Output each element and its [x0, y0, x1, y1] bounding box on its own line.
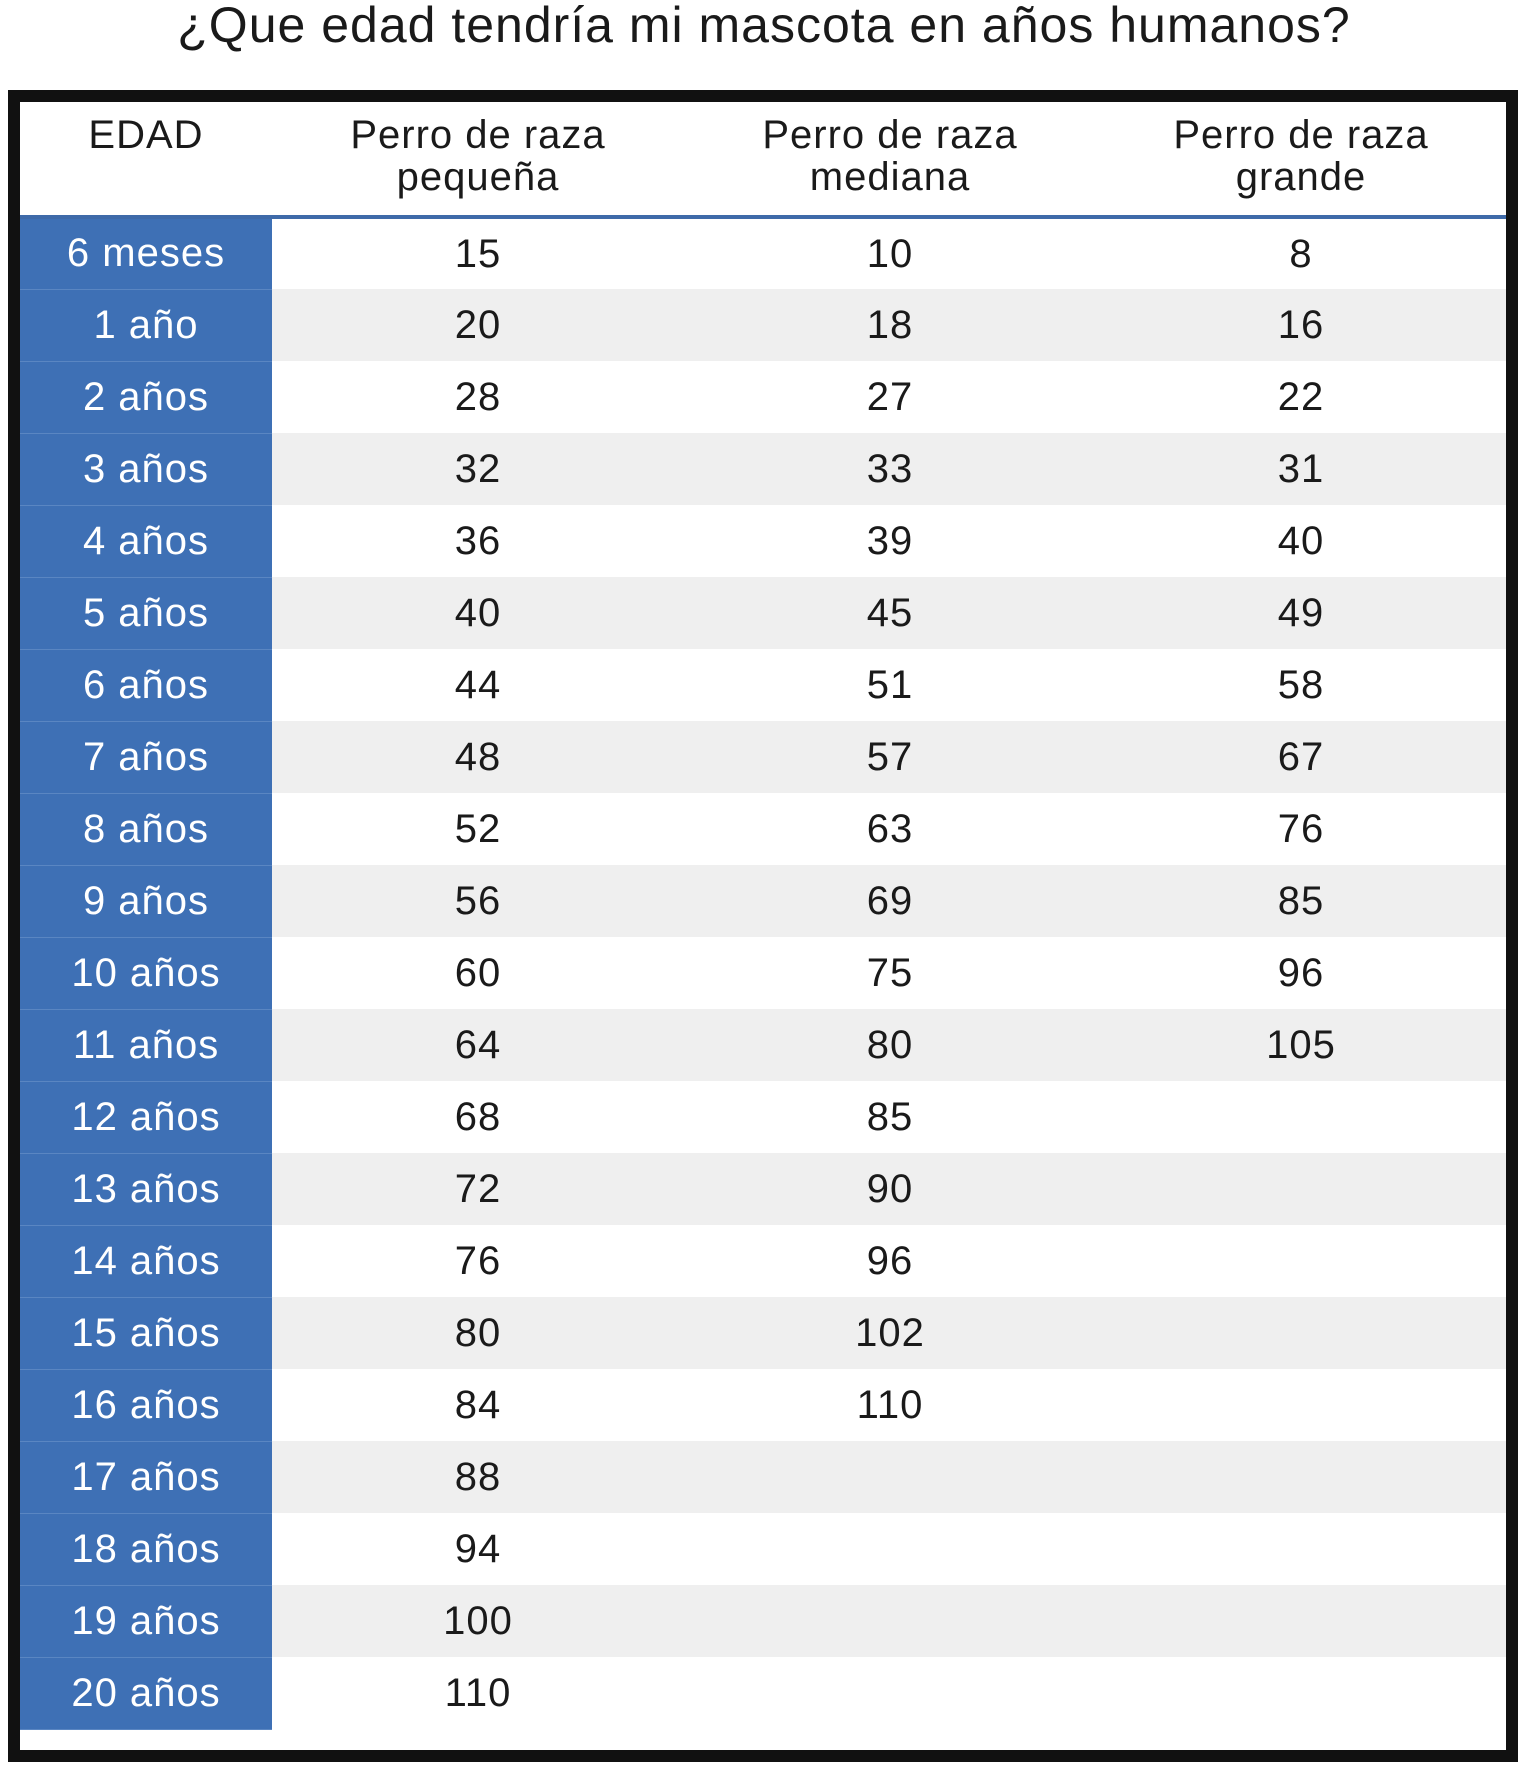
value-cell-large [1096, 1657, 1506, 1729]
age-label-cell: 11 años [20, 1009, 272, 1081]
table-row [20, 1585, 1506, 1657]
value-cell-small: 60 [272, 937, 684, 1009]
value-cell-small: 64 [272, 1009, 684, 1081]
value-cell-large: 85 [1096, 865, 1506, 937]
age-label-cell: 9 años [20, 865, 272, 937]
value-cell-large: 105 [1096, 1009, 1506, 1081]
age-label-cell: 6 años [20, 649, 272, 721]
column-header-line: grande [1235, 155, 1367, 199]
value-cell-small: 20 [272, 289, 684, 361]
age-label-cell: 13 años [20, 1153, 272, 1225]
table-row [20, 649, 1506, 721]
value-cell-large: 40 [1096, 505, 1506, 577]
age-label-cell: 14 años [20, 1225, 272, 1297]
age-label-cell: 8 años [20, 793, 272, 865]
age-label-cell: 1 año [20, 289, 272, 361]
value-cell-medium: 102 [684, 1297, 1096, 1369]
age-label-cell: 10 años [20, 937, 272, 1009]
column-header-medium [684, 102, 1096, 217]
table-row [20, 1657, 1506, 1729]
column-header-line: Perro de raza [762, 113, 1018, 157]
column-header-line: Perro de raza [350, 113, 606, 157]
value-cell-small: 56 [272, 865, 684, 937]
age-label-cell: 15 años [20, 1297, 272, 1369]
age-table [20, 102, 1506, 1730]
value-cell-large [1096, 1297, 1506, 1369]
value-cell-large [1096, 1081, 1506, 1153]
table-row [20, 361, 1506, 433]
value-cell-large [1096, 1153, 1506, 1225]
value-cell-large [1096, 1585, 1506, 1657]
value-cell-medium: 90 [684, 1153, 1096, 1225]
value-cell-large: 58 [1096, 649, 1506, 721]
value-cell-small: 40 [272, 577, 684, 649]
value-cell-large: 16 [1096, 289, 1506, 361]
table-row [20, 1441, 1506, 1513]
table-row [20, 505, 1506, 577]
header-row [20, 102, 1506, 217]
value-cell-large [1096, 1225, 1506, 1297]
table-row [20, 937, 1506, 1009]
value-cell-large: 8 [1096, 217, 1506, 289]
value-cell-small: 15 [272, 217, 684, 289]
table-row [20, 433, 1506, 505]
table-frame [8, 90, 1518, 1762]
table-body [20, 217, 1506, 1729]
value-cell-small: 48 [272, 721, 684, 793]
value-cell-medium [684, 1657, 1096, 1729]
value-cell-medium: 63 [684, 793, 1096, 865]
age-label-cell: 3 años [20, 433, 272, 505]
table-row [20, 865, 1506, 937]
value-cell-large: 96 [1096, 937, 1506, 1009]
age-label-cell: 6 meses [20, 217, 272, 289]
column-header-line: pequeña [396, 155, 560, 199]
column-header-small [272, 102, 684, 217]
column-header-line: mediana [809, 155, 971, 199]
value-cell-medium: 69 [684, 865, 1096, 937]
value-cell-medium: 80 [684, 1009, 1096, 1081]
value-cell-small: 44 [272, 649, 684, 721]
value-cell-medium: 96 [684, 1225, 1096, 1297]
value-cell-large [1096, 1369, 1506, 1441]
column-header-line: Perro de raza [1173, 113, 1429, 157]
value-cell-large: 22 [1096, 361, 1506, 433]
value-cell-large: 31 [1096, 433, 1506, 505]
age-label-cell: 19 años [20, 1585, 272, 1657]
table-row [20, 1009, 1506, 1081]
age-label-cell: 4 años [20, 505, 272, 577]
value-cell-large: 67 [1096, 721, 1506, 793]
table-row [20, 1081, 1506, 1153]
age-label-cell: 20 años [20, 1657, 272, 1729]
column-header-large [1096, 102, 1506, 217]
value-cell-medium: 75 [684, 937, 1096, 1009]
age-label-cell: 17 años [20, 1441, 272, 1513]
age-label-cell: 7 años [20, 721, 272, 793]
table-row [20, 1369, 1506, 1441]
value-cell-small: 88 [272, 1441, 684, 1513]
value-cell-medium: 18 [684, 289, 1096, 361]
table-row [20, 1153, 1506, 1225]
value-cell-large: 49 [1096, 577, 1506, 649]
value-cell-small: 110 [272, 1657, 684, 1729]
value-cell-small: 28 [272, 361, 684, 433]
column-header-line: EDAD [88, 113, 204, 157]
table-row [20, 1225, 1506, 1297]
value-cell-large [1096, 1513, 1506, 1585]
age-label-cell: 16 años [20, 1369, 272, 1441]
age-label-cell: 2 años [20, 361, 272, 433]
value-cell-small: 94 [272, 1513, 684, 1585]
value-cell-large [1096, 1441, 1506, 1513]
value-cell-medium: 57 [684, 721, 1096, 793]
table-row [20, 1513, 1506, 1585]
value-cell-small: 84 [272, 1369, 684, 1441]
value-cell-medium: 51 [684, 649, 1096, 721]
table-header [20, 102, 1506, 217]
value-cell-medium: 27 [684, 361, 1096, 433]
value-cell-medium: 39 [684, 505, 1096, 577]
table-row [20, 577, 1506, 649]
age-label-cell: 5 años [20, 577, 272, 649]
column-header-age [20, 102, 272, 217]
value-cell-medium [684, 1513, 1096, 1585]
value-cell-medium: 33 [684, 433, 1096, 505]
table-row [20, 721, 1506, 793]
value-cell-medium: 110 [684, 1369, 1096, 1441]
age-label-cell: 18 años [20, 1513, 272, 1585]
value-cell-large: 76 [1096, 793, 1506, 865]
value-cell-small: 32 [272, 433, 684, 505]
table-row [20, 217, 1506, 289]
value-cell-small: 68 [272, 1081, 684, 1153]
value-cell-medium [684, 1585, 1096, 1657]
value-cell-small: 80 [272, 1297, 684, 1369]
value-cell-small: 72 [272, 1153, 684, 1225]
value-cell-small: 76 [272, 1225, 684, 1297]
table-row [20, 793, 1506, 865]
value-cell-small: 52 [272, 793, 684, 865]
value-cell-small: 100 [272, 1585, 684, 1657]
table-row [20, 1297, 1506, 1369]
value-cell-medium: 85 [684, 1081, 1096, 1153]
value-cell-medium [684, 1441, 1096, 1513]
table-row [20, 289, 1506, 361]
value-cell-medium: 45 [684, 577, 1096, 649]
value-cell-small: 36 [272, 505, 684, 577]
age-label-cell: 12 años [20, 1081, 272, 1153]
page-title: ¿Que edad tendría mi mascota en años humanos? [177, 0, 1351, 53]
value-cell-medium: 10 [684, 217, 1096, 289]
